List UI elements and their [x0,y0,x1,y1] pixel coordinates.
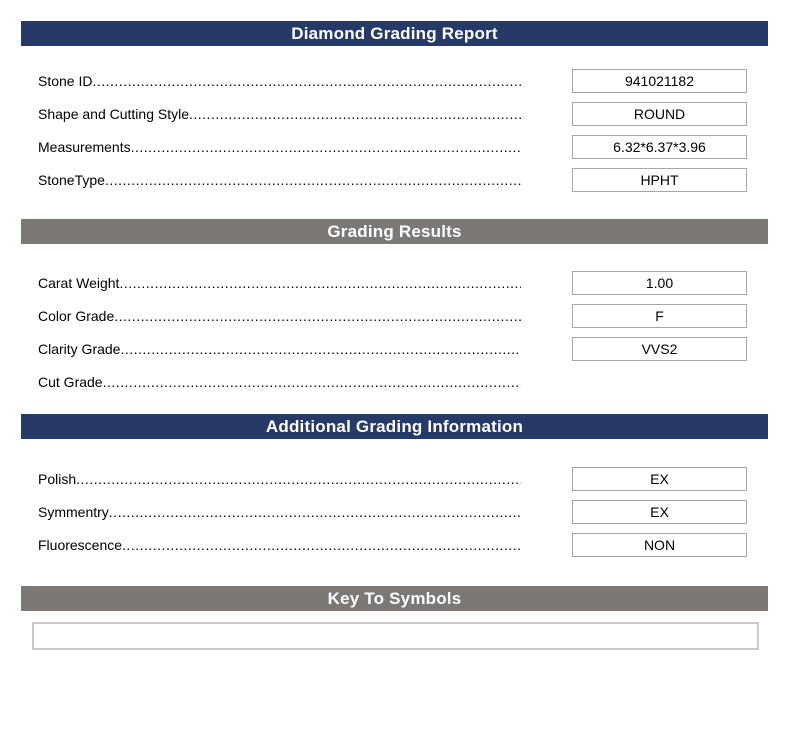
field-value: NON [643,537,676,553]
field-row-shape-cutting-style [0,102,790,126]
field-label-line [38,533,521,557]
field-label-line [38,337,521,361]
color-grade-value-box[interactable] [572,304,747,328]
field-row-measurements [0,135,790,159]
field-label-line [38,304,521,328]
field-label: Symmentry [38,504,109,520]
field-value: 1.00 [645,275,674,291]
field-label-line [38,135,521,159]
dot-leader [103,374,521,390]
clarity-grade-value-box[interactable] [572,337,747,361]
field-label: Clarity Grade [38,341,121,357]
field-row-symmetry [0,500,790,524]
dot-leader [114,308,521,324]
field-row-clarity-grade [0,337,790,361]
field-row-stone-id [0,69,790,93]
field-value: 6.32*6.37*3.96 [613,139,706,155]
stone-type-value-box[interactable] [572,168,747,192]
field-row-fluorescence [0,533,790,557]
field-label: StoneType [38,172,105,188]
field-label: Carat Weight [38,275,120,291]
dot-leader [189,106,521,122]
fluorescence-value-box[interactable] [572,533,747,557]
field-row-color-grade [0,304,790,328]
section-header-key-to-symbols [21,586,768,611]
dot-leader [119,275,521,291]
field-label-line [38,467,521,491]
field-label: Polish [38,471,77,487]
dot-leader [131,139,521,155]
field-label-line [38,102,521,126]
section-header-additional-grading-information [21,414,768,439]
dot-leader [120,341,521,357]
dot-leader [105,172,521,188]
dot-leader [92,73,521,89]
field-row-cut-grade [0,370,790,394]
diamond-grading-report-page [0,21,790,740]
field-label: Fluorescence [38,537,123,553]
carat-weight-value-box[interactable] [572,271,747,295]
section-title: Key To Symbols [327,589,462,608]
symmetry-value-box[interactable] [572,500,747,524]
section-rows-grading-results [0,271,790,394]
dot-leader [122,537,521,553]
field-label: Shape and Cutting Style [38,106,189,122]
field-value: VVS2 [641,341,678,357]
field-value: F [655,308,664,324]
dot-leader [109,504,521,520]
field-label-line [38,69,521,93]
field-label: Stone ID [38,73,93,89]
field-value: HPHT [640,172,679,188]
key-to-symbols-box[interactable] [32,622,759,650]
field-row-polish [0,467,790,491]
field-label: Measurements [38,139,131,155]
field-value: ROUND [633,106,686,122]
shape-value-box[interactable] [572,102,747,126]
field-label: Cut Grade [38,374,103,390]
section-header-grading-results [21,219,768,244]
section-title: Grading Results [327,222,462,241]
field-label-line [38,500,521,524]
dot-leader [76,471,521,487]
field-label: Color Grade [38,308,115,324]
field-row-carat-weight [0,271,790,295]
field-label-line [38,271,521,295]
stone-id-value-box[interactable] [572,69,747,93]
field-row-stone-type [0,168,790,192]
field-label-line [38,168,521,192]
section-rows-additional-info [0,467,790,557]
section-header-diamond-grading-report [21,21,768,46]
field-value: EX [650,504,669,520]
polish-value-box[interactable] [572,467,747,491]
section-rows-identification [0,69,790,192]
section-title: Additional Grading Information [265,417,524,436]
field-value: EX [650,471,669,487]
section-title: Diamond Grading Report [291,24,498,43]
field-value: 941021182 [624,73,695,89]
field-label-line [38,370,521,394]
measurements-value-box[interactable] [572,135,747,159]
